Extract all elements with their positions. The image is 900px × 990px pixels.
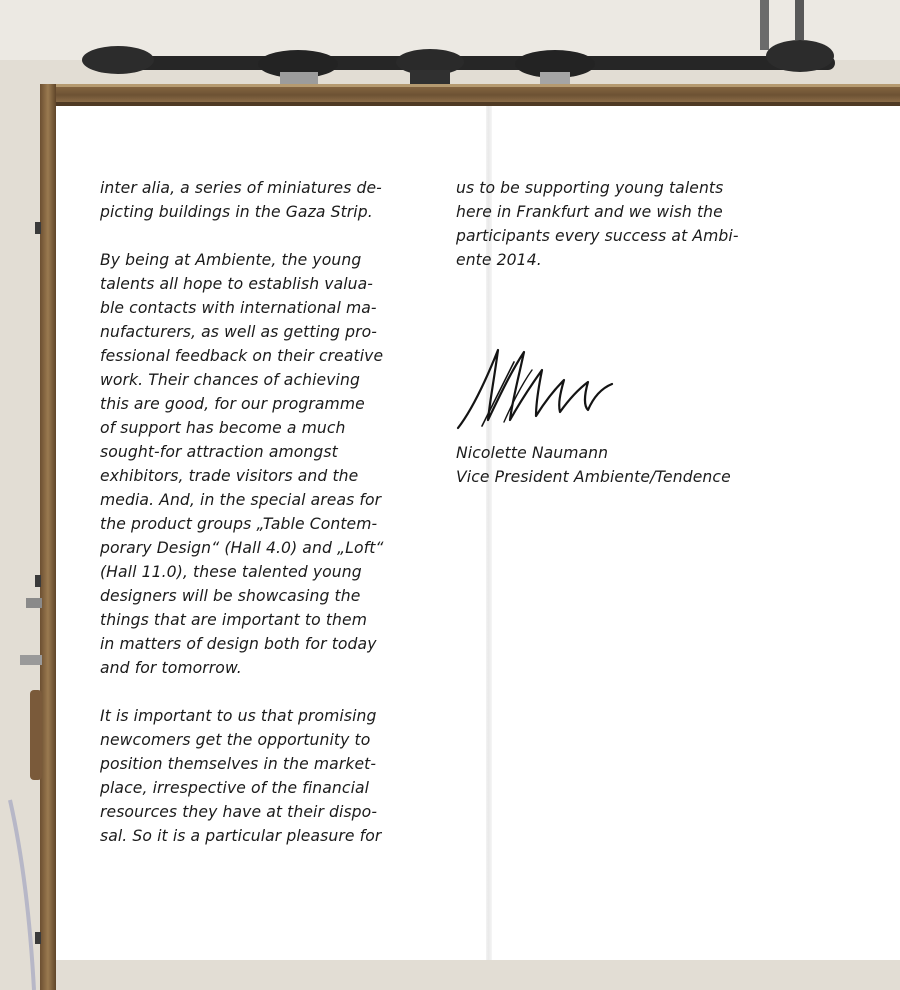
text-line: designers will be showcasing the — [100, 587, 361, 605]
text-line: place, irrespective of the financial — [100, 779, 370, 797]
text-line: By being at Ambiente, the young — [100, 251, 362, 269]
paragraph-ambiente — [100, 248, 420, 680]
text-line: It is important to us that promising — [100, 707, 377, 725]
text-line: and for tomorrow. — [100, 659, 242, 677]
text-line: sought-for attraction amongst — [100, 443, 338, 461]
text-line: nufacturers, as well as getting pro- — [100, 323, 377, 341]
text-line: of support has become a much — [100, 419, 346, 437]
signatory-title: Vice President Ambiente/Tendence — [456, 468, 731, 486]
text-line: picting buildings in the Gaza Strip. — [100, 203, 373, 221]
signatory-block — [456, 441, 731, 489]
paragraph-newcomers — [100, 704, 420, 848]
handwritten-signature — [452, 340, 622, 436]
text-line: inter alia, a series of miniatures de- — [100, 179, 382, 197]
text-line: talents all hope to establish valua- — [100, 275, 374, 293]
text-line: (Hall 11.0), these talented young — [100, 563, 362, 581]
text-line: us to be supporting young talents — [456, 179, 724, 197]
text-line: sal. So it is a particular pleasure for — [100, 827, 382, 845]
signatory-name: Nicolette Naumann — [456, 444, 609, 462]
text-line: ble contacts with international ma- — [100, 299, 377, 317]
text-line: in matters of design both for today — [100, 635, 377, 653]
text-line: the product groups „Table Contem- — [100, 515, 378, 533]
text-line: newcomers get the opportunity to — [100, 731, 371, 749]
left-column — [100, 176, 420, 872]
text-line: this are good, for our programme — [100, 395, 365, 413]
text-line: porary Design“ (Hall 4.0) and „Loft“ — [100, 539, 384, 557]
right-column — [456, 176, 786, 296]
text-line: position themselves in the market- — [100, 755, 377, 773]
text-line: here in Frankfurt and we wish the — [456, 203, 723, 221]
text-line: work. Their chances of achieving — [100, 371, 360, 389]
text-line: media. And, in the special areas for — [100, 491, 382, 509]
text-line: ente 2014. — [456, 251, 542, 269]
paragraph-intro — [100, 176, 420, 224]
text-line: participants every success at Ambi- — [456, 227, 739, 245]
text-line: things that are important to them — [100, 611, 368, 629]
text-line: fessional feedback on their creative — [100, 347, 384, 365]
text-line: resources they have at their dispo- — [100, 803, 378, 821]
paragraph-closing — [456, 176, 786, 272]
text-line: exhibitors, trade visitors and the — [100, 467, 359, 485]
